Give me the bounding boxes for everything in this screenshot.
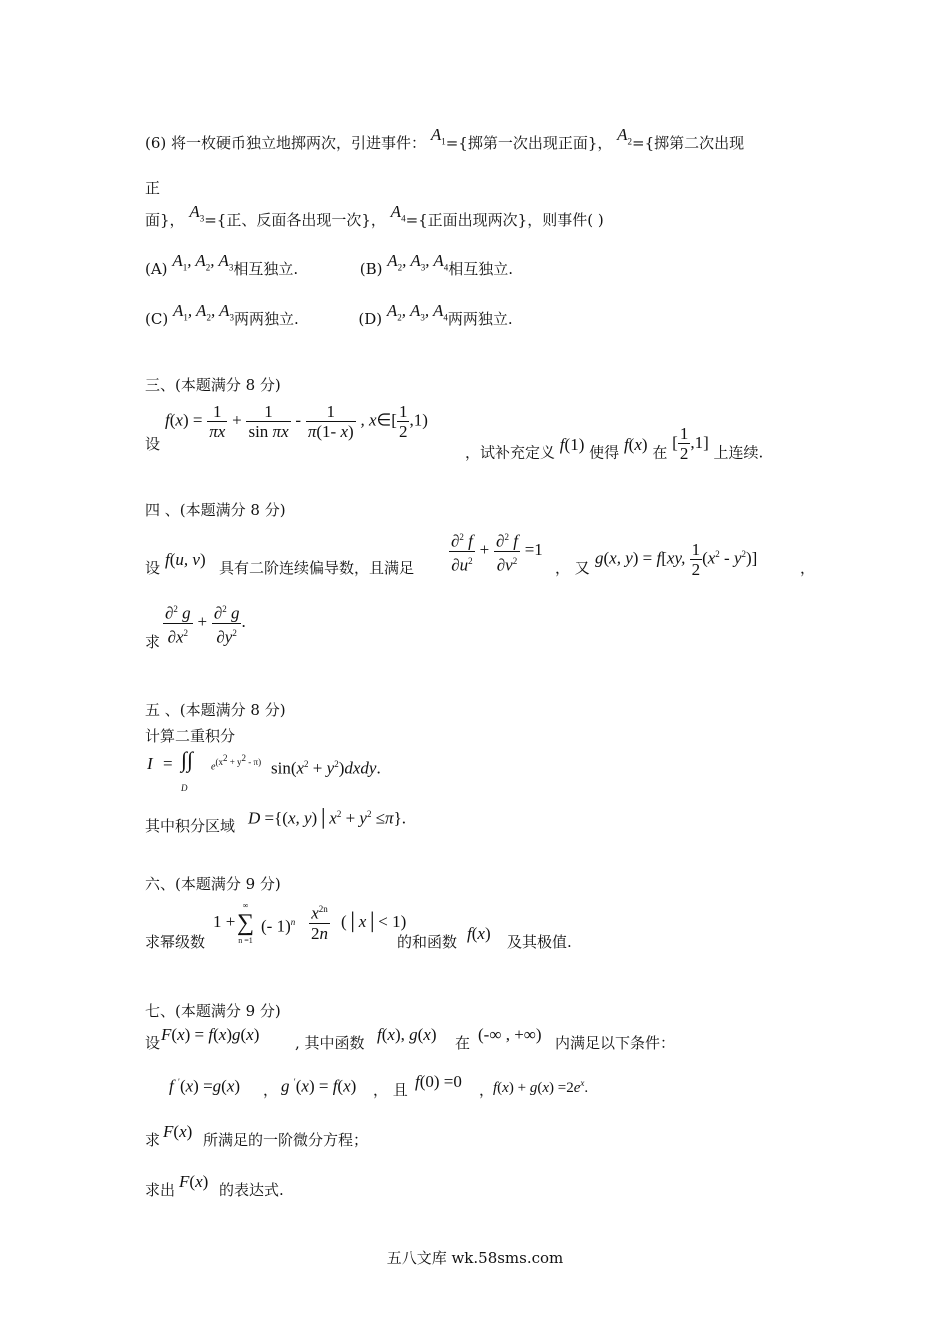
event-a2: $A_2$ [617, 125, 633, 147]
q5-title: 五 、(本题满分 8 分) [145, 701, 286, 719]
q6-options-ab: (A) $A_1$, $A_2$, $A_3$相互独立. (B) $A_2$, $A_3$, $A_4$相互独立. [145, 251, 514, 278]
q3-function: f(x) = $\frac{1}{\pi x}$ + $\frac{1}{\text{sin πx}}$ - $\frac{1}{\pi(1- x)}$ , x∈[ $\frac{1}{2}$ ,1) [165, 402, 428, 441]
q3-title: 三、(本题满分 8 分) [145, 376, 281, 394]
event-a4: $A_4$ [390, 202, 406, 224]
q4-body: 设 f(u, v) 具有二阶连续偏导数，且满足 $\frac{\partial^2 f}{\partial u^2}$ + $\frac{\partial^2 f}{\partial v^2}$ =1 ， 又 g(x, y) = f[xy, $\frac{1}{2}$ $(x^2 - y^2)$] ， [145, 528, 825, 578]
q6-options-cd: (C) $A_1$, $A_2$, $A_3$两两独立. (D) $A_2$, $A_3$, $A_4$两两独立. [145, 301, 513, 328]
q5-line1: 计算二重积分 [145, 727, 236, 745]
q6b-title: 六、(本题满分 9 分) [145, 875, 281, 893]
q6-line3: 面}， $A_3=${正、反面各出现一次}， $A_4=${正面出现两次}，则事件( ) [145, 202, 604, 229]
q4-title: 四 、(本题满分 8 分) [145, 501, 286, 519]
q7-title: 七、(本题满分 9 分) [145, 1002, 281, 1020]
event-a3: $A_3$ [189, 202, 205, 224]
footer-watermark: 五八文库 wk.58sms.com [386, 1249, 564, 1267]
q6b-body: 求幂级数 1 + ∞ ∑ n =1 (- 1)$^n$ $\frac{x^{2n}}{2n}$ (│x│< 1) 的和函数 f(x) 及其极值. [145, 901, 572, 951]
event-a1: $A_1$ [430, 125, 446, 147]
q6-line2: 正 [145, 179, 161, 197]
q6-line1: (6) 将一枚硬币独立地掷两次，引进事件： $A_1=${掷第一次出现正面}， $A_2=${掷第二次出现 [145, 125, 745, 152]
